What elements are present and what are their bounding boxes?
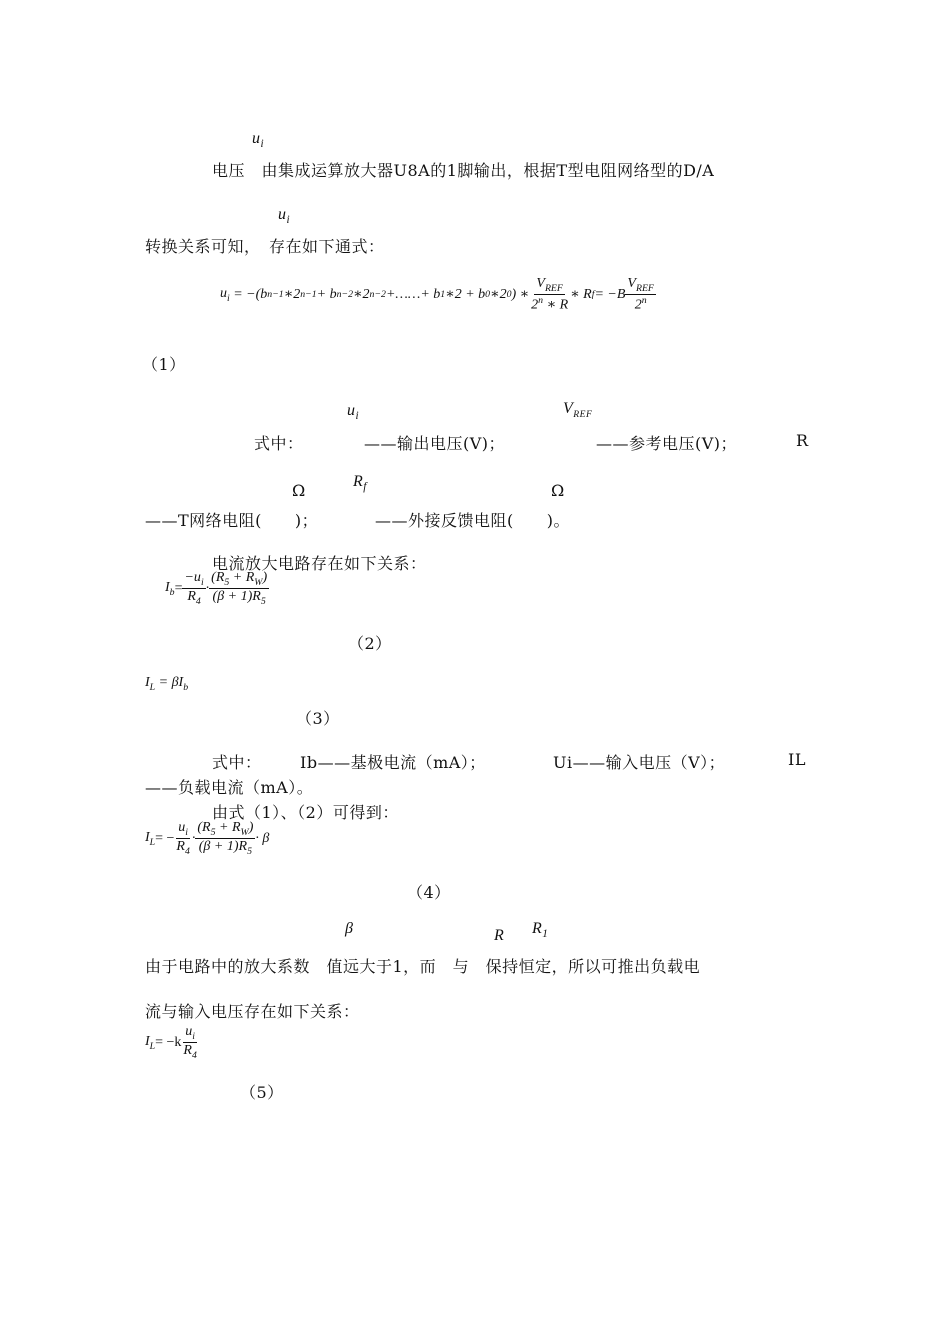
definition-label-2: 式中：	[212, 753, 262, 772]
symbol-vref: $V_{REF}$	[563, 400, 593, 421]
equation-5-number: （5）	[240, 1083, 284, 1102]
paragraph-current-amp: 电流放大电路存在如下关系：	[212, 554, 427, 573]
symbol-r1: $R_1$	[532, 920, 549, 941]
equation-4-number: （4）	[407, 883, 451, 902]
symbol-ui: $u_i$	[347, 402, 360, 423]
equation-2-number: （2）	[348, 634, 392, 653]
definition-il: IL	[788, 750, 806, 769]
symbol-r: R	[494, 927, 505, 944]
symbol-ui: $u_i$	[252, 130, 265, 151]
omega-symbol: Ω	[551, 481, 565, 500]
paragraph-conclusion: 由于电路中的放大系数 值远大于1，而 与 保持恒定，所以可推出负载电	[145, 957, 701, 976]
equation-3: $I_L = \beta I_b$	[145, 675, 189, 693]
definition-label: 式中：	[254, 434, 304, 453]
definition-t-network: ——T网络电阻( )；	[145, 511, 319, 530]
definition-load-current: ——负载电流（mA）。	[145, 778, 314, 797]
definition-vref: ——参考电压(V)；	[596, 434, 738, 453]
symbol-ui: $u_i$	[278, 206, 291, 227]
symbol-rf: $R_f$	[353, 473, 367, 494]
definition-r: R	[796, 431, 809, 450]
equation-5: $I_L$ = −k $\frac{u_i}{R_4}$	[145, 1024, 197, 1061]
paragraph-conclusion-2: 流与输入电压存在如下关系：	[145, 1002, 360, 1021]
symbol-beta: β	[345, 920, 354, 937]
equation-2: $I_b$ = $\frac{-u_i}{R_4}$ · $\frac{(R_5 + R_W)}{(\beta + 1)R_5}$	[165, 570, 268, 607]
equation-1: $u_i$ = −(b n−1 ∗2 n−1 + b n−2 ∗2 n−2 +……+ b 1 ∗2 + b 0 ∗2 0 ) ∗ $\frac{V_{REF}}{2^n ∗ R}$ ∗ R f = −B $\frac{V_{REF}}{2^n}$	[220, 276, 654, 313]
equation-1-number: （1）	[142, 355, 186, 374]
equation-3-number: （3）	[296, 709, 340, 728]
definition-rf: ——外接反馈电阻( )。	[375, 511, 570, 530]
definition-ib: Ib——基极电流（mA）；	[300, 753, 486, 772]
omega-symbol: Ω	[292, 481, 306, 500]
equation-4: $I_L$ = − $\frac{u_i}{R_4}$ · $\frac{(R_5 + R_W)}{(\beta + 1)R_5}$ · β	[145, 820, 270, 857]
definition-ui: ——输出电压(V)；	[364, 434, 506, 453]
definition-ui-input: Ui——输入电压（V）；	[553, 753, 726, 772]
paragraph-1: 电压 由集成运算放大器U8A的1脚输出，根据T型电阻网络型的D/A	[212, 161, 715, 180]
paragraph-derivation: 由式（1）、（2）可得到：	[212, 803, 399, 822]
paragraph-2: 转换关系可知， 存在如下通式：	[145, 237, 385, 256]
